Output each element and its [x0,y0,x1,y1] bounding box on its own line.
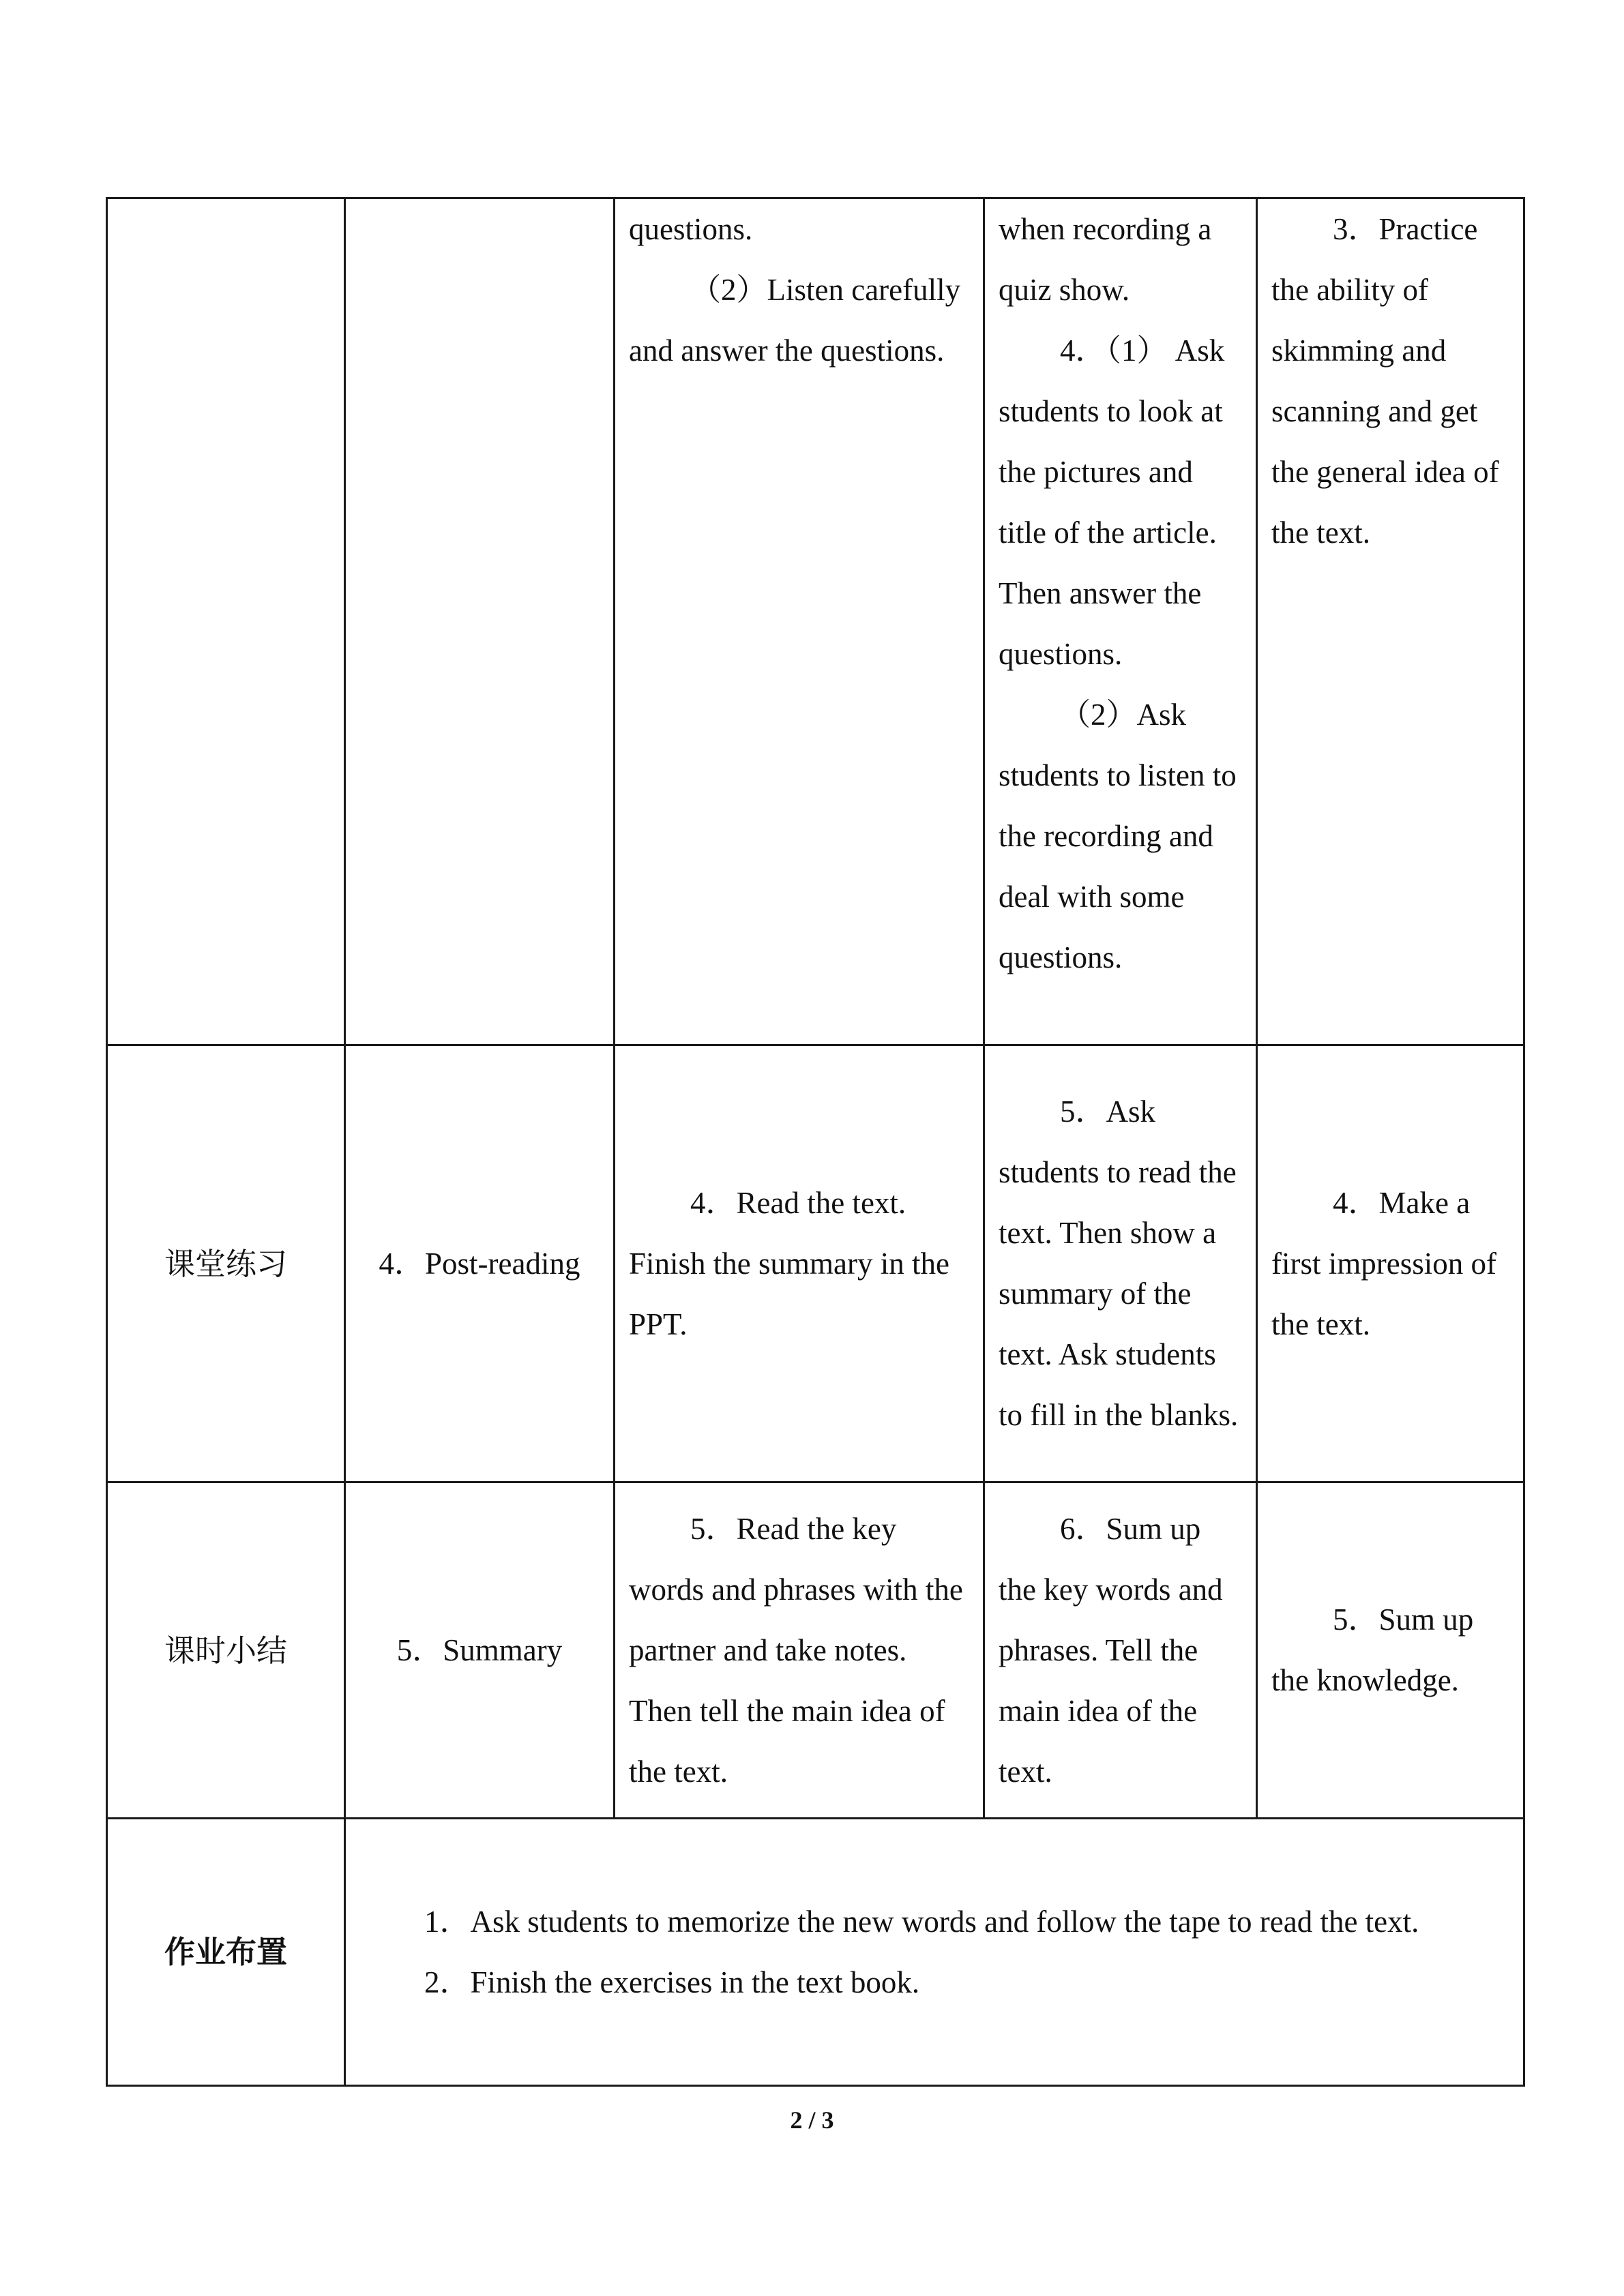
page-number: 2 / 3 [790,2106,834,2134]
step-cell: 5．Summary [345,1482,615,1819]
purpose-cell [1257,1045,1524,1482]
teacher-activity-cell [984,198,1257,1045]
lesson-plan-table [106,197,1525,2087]
stage-cell: 课堂练习 [107,1045,345,1482]
step-cell-empty [345,198,615,1045]
table-row [107,1819,1524,2086]
homework-label-cell: 作业布置 [107,1819,345,2086]
student-activity-line: 4．Read the text. Finish the summary in the PPT. [629,1185,949,1341]
student-activity-line: questions. [629,212,753,246]
table-row [107,1045,1524,1482]
teacher-activity-line: when recording a quiz show. [999,212,1212,307]
stage-cell: 课时小结 [107,1482,345,1819]
student-activity-line: （2）Listen carefully and answer the questions. [629,273,961,368]
teacher-activity-cell [984,1045,1257,1482]
student-activity-cell [615,1045,984,1482]
step-cell: 4．Post-reading [345,1045,615,1482]
teacher-activity-line: 6．Sum up the key words and phrases. Tell the main idea of the text. [999,1511,1223,1789]
teacher-activity-cell [984,1482,1257,1819]
stage-cell-empty [107,198,345,1045]
homework-item: 2．Finish the exercises in the text book. [424,1965,920,1999]
purpose-line: 4．Make a first impression of the text. [1271,1185,1496,1341]
purpose-line: 3．Practice the ability of skimming and scanning and get the general idea of the text. [1271,212,1499,550]
purpose-cell [1257,1482,1524,1819]
homework-content-cell [345,1819,1524,2086]
student-activity-cell [615,198,984,1045]
student-activity-cell [615,1482,984,1819]
purpose-cell [1257,198,1524,1045]
homework-item: 1．Ask students to memorize the new words and follow the tape to read the text. [424,1904,1419,1939]
table-row [107,1482,1524,1819]
purpose-line: 5．Sum up the knowledge. [1271,1602,1474,1697]
teacher-activity-line: 4．（1） Ask students to look at the pictures and title of the article. Then answer the questions. [999,333,1225,671]
teacher-activity-line: （2）Ask students to listen to the recording and deal with some questions. [999,698,1237,974]
teacher-activity-line: 5．Ask students to read the text. Then show a summary of the text. Ask students to fill in the blanks. [999,1094,1239,1432]
student-activity-line: 5．Read the key words and phrases with the partner and take notes. Then tell the main idea of the text. [629,1511,963,1789]
table-row [107,198,1524,1045]
